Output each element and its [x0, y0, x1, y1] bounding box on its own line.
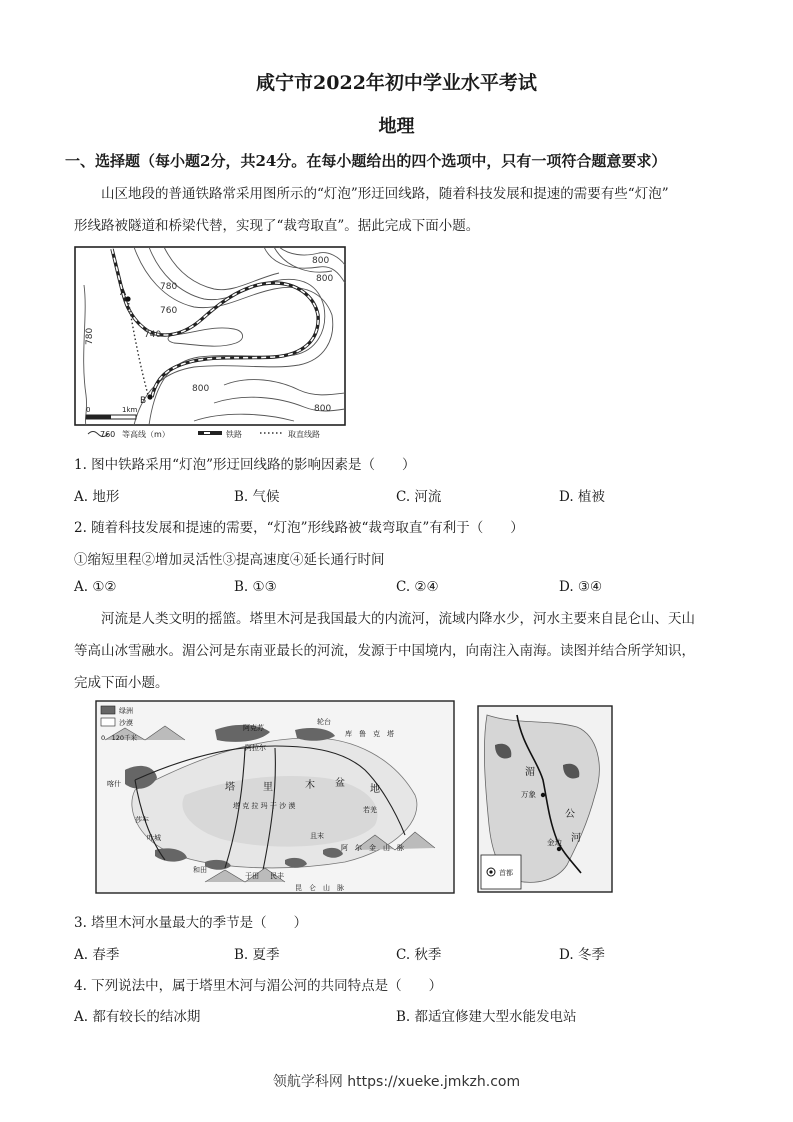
label-shache: 莎车	[135, 816, 149, 824]
q2-option-a[interactable]: A. ①②	[74, 579, 117, 595]
label-phnom-penh: 金边	[547, 838, 562, 847]
passage-1	[74, 178, 734, 242]
contour-label: 800	[314, 404, 332, 414]
tarim-river-map	[95, 700, 457, 896]
q2-option-c[interactable]: C. ②④	[396, 579, 439, 595]
q3-option-b[interactable]: B. 夏季	[234, 947, 280, 963]
label-altun: 阿 尔 金 山 脉	[341, 844, 404, 852]
label-kuruktag: 库 鲁 克 塔	[345, 730, 394, 738]
legend-desert: 沙漠	[119, 719, 133, 727]
legend-oasis: 绿洲	[119, 707, 133, 715]
label-vientiane: 万象	[521, 790, 536, 799]
label-basin-5: 地	[370, 784, 380, 795]
q1-option-c[interactable]: C. 河流	[396, 489, 442, 505]
scale-start: 0	[86, 406, 91, 414]
label-basin-1: 塔	[225, 782, 235, 793]
scale-end: 1km	[122, 406, 138, 414]
question-4-stem: 4. 下列说法中，属于塔里木河与湄公河的共同特点是（ ）	[74, 978, 443, 994]
label-luntai: 轮台	[317, 718, 331, 726]
label-basin-4: 盆	[335, 778, 345, 789]
q1-option-d[interactable]: D. 植被	[559, 489, 605, 505]
legend-rail-text: 铁路	[226, 430, 242, 439]
point-b-marker	[147, 394, 152, 399]
label-hotan: 和田	[193, 866, 207, 874]
q1-option-b[interactable]: B. 气候	[234, 489, 280, 505]
passage-1-line-2: 形线路被隧道和桥梁代替，实现了“裁弯取直”。据此完成下面小题。	[74, 218, 480, 234]
contour-label: 760	[160, 306, 178, 316]
label-he: 河	[571, 833, 581, 844]
legend-contour-value: 760	[100, 430, 116, 439]
map-3-legend	[481, 855, 521, 889]
passage-2-line-2: 等高山冰雪融水。湄公河是东南亚最长的河流，发源于中国境内，向南注入南海。读图并结合所学知识，	[74, 643, 695, 659]
section-heading: 一、选择题（每小题2分，共24分。在每小题给出的四个选项中，只有一项符合题意要求）	[65, 152, 667, 170]
label-ruoqiang: 若羌	[363, 806, 377, 814]
mekong-river-map	[477, 705, 615, 895]
label-basin-2: 里	[263, 782, 273, 793]
q3-option-a[interactable]: A. 春季	[74, 947, 120, 963]
page-title: 咸宁市2022年初中学业水平考试	[256, 72, 537, 94]
question-3-stem: 3. 塔里木河水量最大的季节是（ ）	[74, 915, 308, 931]
label-yutian: 于田	[245, 872, 259, 880]
question-2-items: ①缩短里程②增加灵活性③提高速度④延长通行时间	[74, 552, 385, 568]
passage-1-line-1: 山区地段的普通铁路常采用图所示的“灯泡”形迂回线路，随着科技发展和提速的需要有些“灯泡”	[101, 186, 669, 202]
passage-2	[74, 603, 734, 699]
footer-watermark: 领航学科网 https://xueke.jmkzh.com	[272, 1074, 521, 1090]
point-a-marker	[125, 296, 130, 301]
label-gong: 公	[565, 809, 575, 820]
q2-option-d[interactable]: D. ③④	[559, 579, 603, 595]
label-aksu: 阿克苏	[243, 724, 264, 732]
question-2-stem: 2. 随着科技发展和提速的需要，“灯泡”形线路被“裁弯取直”有利于（ ）	[74, 520, 524, 536]
map-1-legend	[88, 429, 320, 439]
q4-option-b[interactable]: B. 都适宜修建大型水能发电站	[396, 1009, 577, 1025]
legend-contour-text: 等高线（m）	[122, 430, 170, 439]
passage-2-line-3: 完成下面小题。	[74, 675, 169, 691]
map-2-scale: 0 120千米	[101, 734, 138, 742]
label-kunlun: 昆 仑 山 脉	[295, 884, 344, 892]
point-b-label: B	[140, 396, 147, 406]
contour-label: 780	[160, 282, 178, 292]
q3-option-d[interactable]: D. 冬季	[559, 947, 605, 963]
legend-straight-text: 取直线路	[288, 430, 320, 439]
capital-phnom-penh-marker	[557, 847, 561, 851]
capital-vientiane-marker	[541, 793, 545, 797]
question-1-stem: 1. 图中铁路采用“灯泡”形迂回线路的影响因素是（ ）	[74, 457, 416, 473]
q4-option-a[interactable]: A. 都有较长的结冰期	[74, 1009, 201, 1025]
contour-label: 800	[312, 256, 330, 266]
contour-label: 740	[144, 330, 162, 340]
map-2-legend	[101, 706, 138, 742]
passage-2-line-1: 河流是人类文明的摇篮。塔里木河是我国最大的内流河，流域内降水少，河水主要来自昆仑山、天山	[101, 611, 695, 627]
label-kashgar: 喀什	[107, 780, 121, 788]
q3-option-c[interactable]: C. 秋季	[396, 947, 442, 963]
point-a-label: A	[120, 288, 127, 298]
q1-option-a[interactable]: A. 地形	[74, 489, 120, 505]
contour-railway-map	[74, 245, 359, 445]
map-frame	[75, 247, 345, 425]
label-taklamakan: 塔 克 拉 玛 干 沙 漠	[233, 802, 296, 810]
label-qiemo: 且末	[310, 832, 324, 840]
contour-label: 800	[316, 274, 334, 284]
label-minfeng: 民丰	[270, 872, 284, 880]
contour-label: 800	[192, 384, 210, 394]
label-mei: 湄	[525, 767, 535, 778]
q2-option-b[interactable]: B. ①③	[234, 579, 277, 595]
label-alar: 阿拉尔	[245, 744, 266, 752]
contour-label: 780	[85, 327, 95, 345]
legend-capital: 首都	[499, 869, 513, 877]
label-basin-3: 木	[305, 780, 315, 791]
page-subtitle: 地理	[378, 116, 415, 137]
label-yecheng: 叶城	[147, 834, 161, 842]
